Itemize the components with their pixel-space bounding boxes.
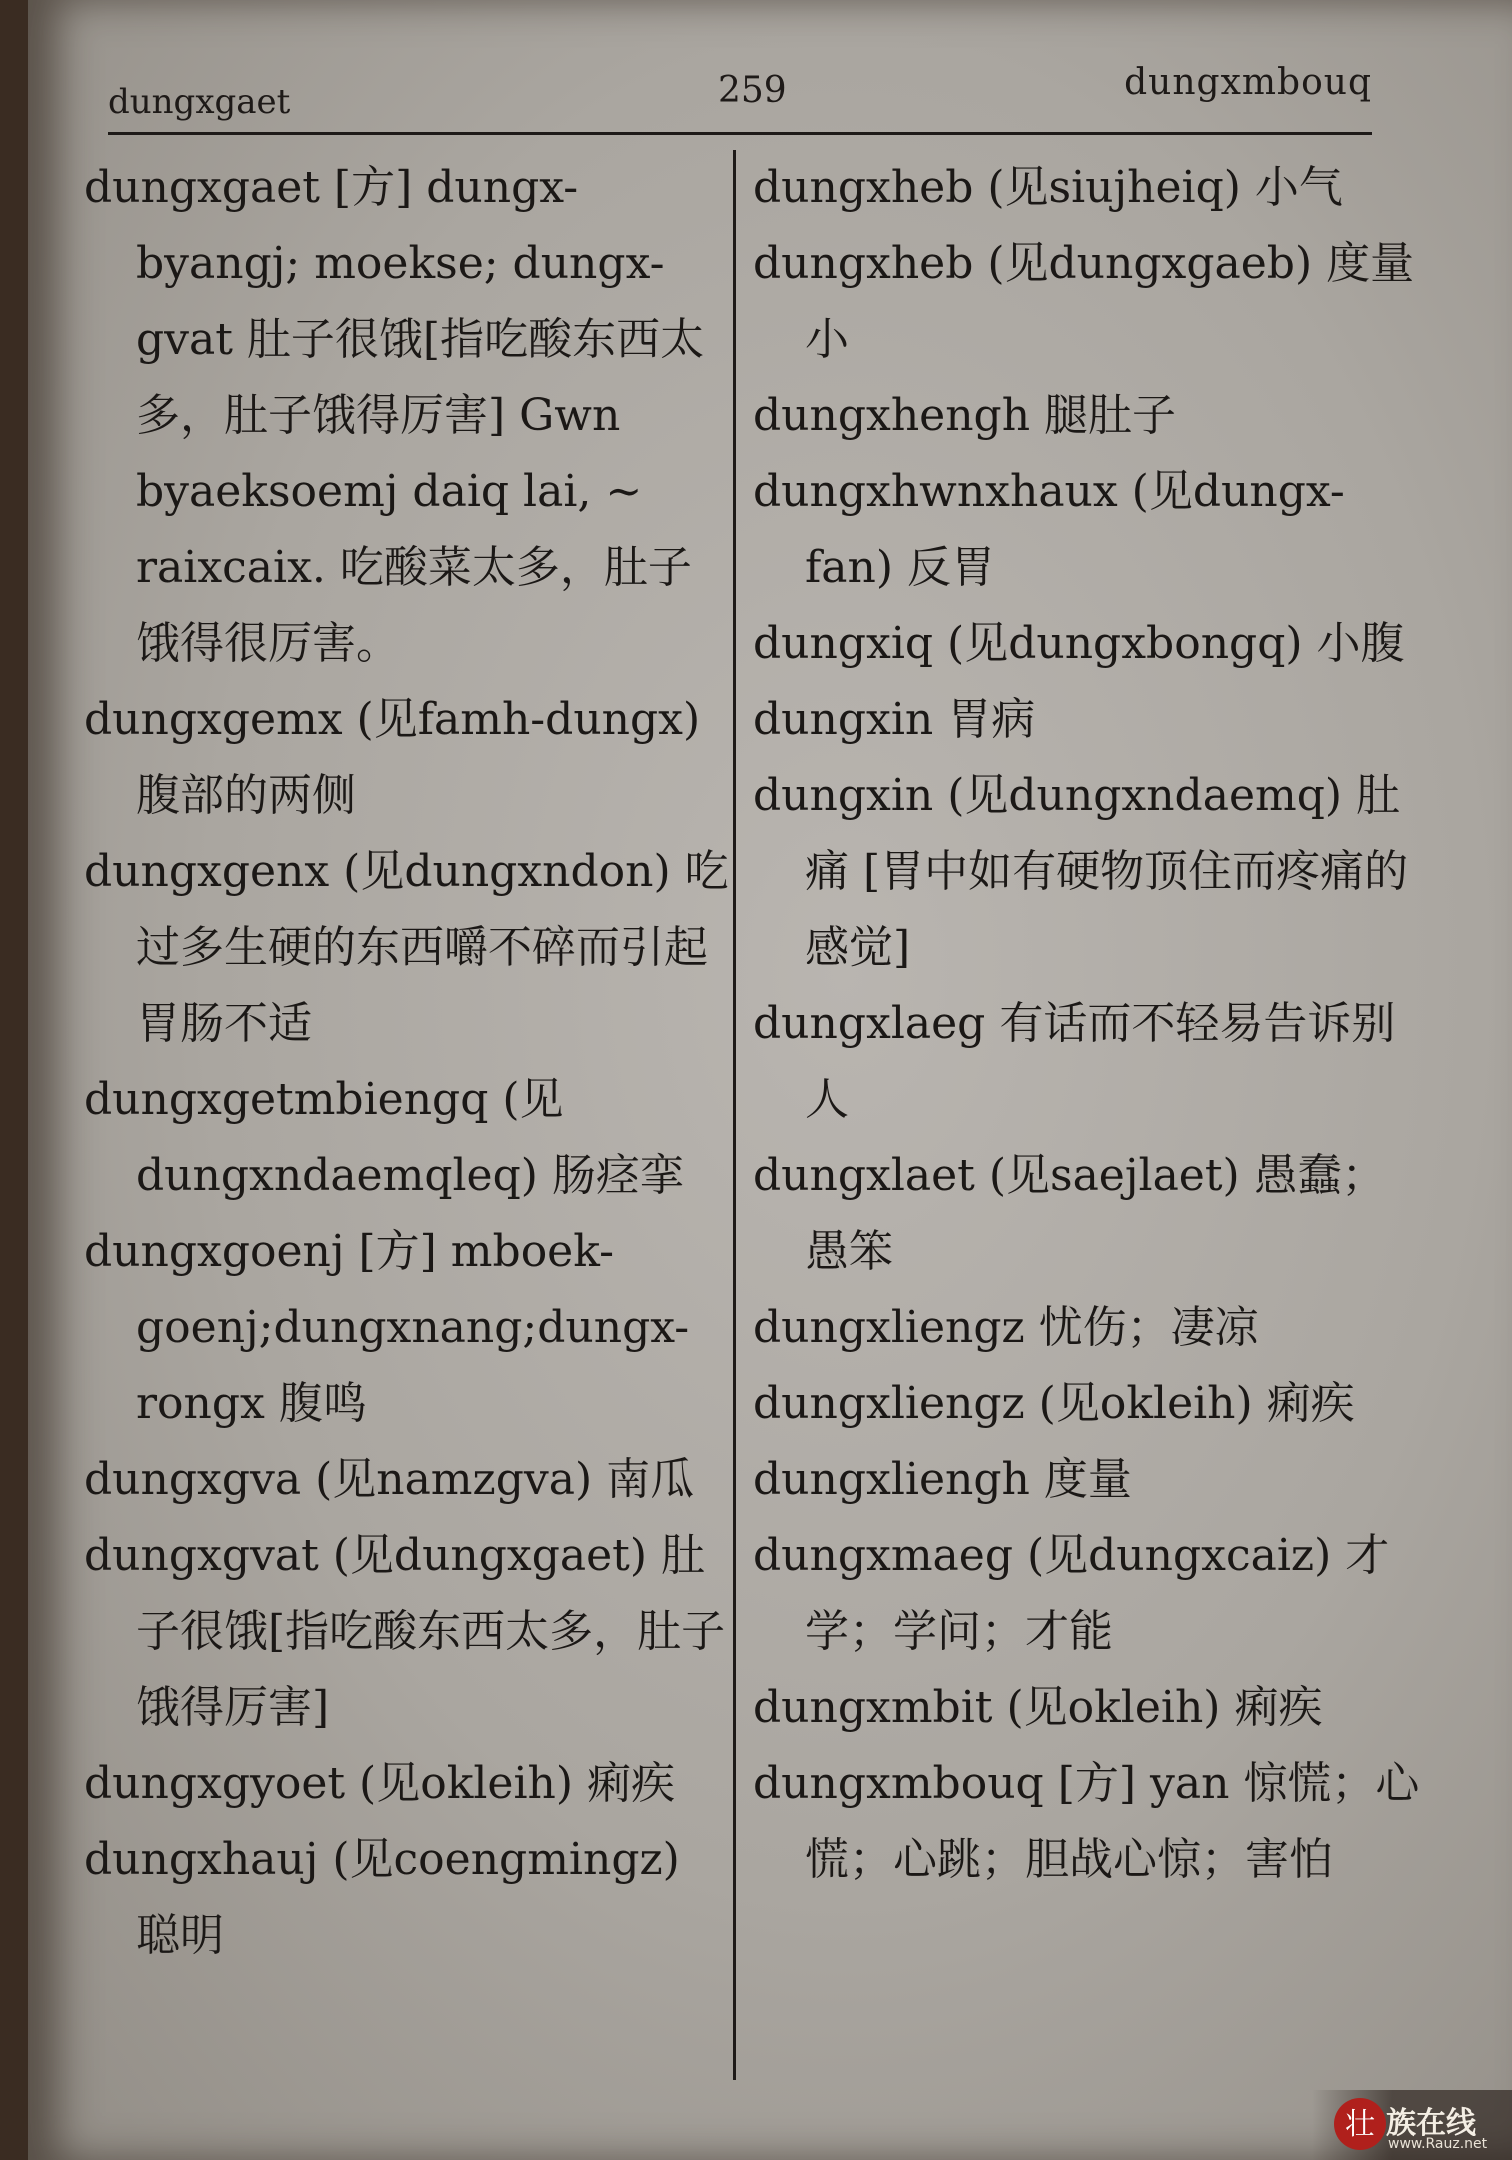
running-head-left: dungxgaet [108, 82, 291, 122]
watermark-title: 族在线 [1386, 2106, 1476, 2141]
dictionary-entry: dungxmbit (见okleih) 痢疾 [753, 1682, 1323, 1733]
watermark-url: www.Rauz.net [1388, 2136, 1488, 2152]
dictionary-entry: dungxliengz 忧伤；凄凉 [753, 1302, 1259, 1353]
dictionary-entry: dungxgvat (见dungxgaet) 肚子很饿[指吃酸东西太多，肚子饿得厉害] [84, 1530, 726, 1733]
dictionary-entry: dungxmbouq [方] yan 惊慌；心慌；心跳；胆战心惊；害怕 [753, 1758, 1420, 1885]
dictionary-entry: dungxgaet [方] dungx-byangj; moekse; dungx-gvat 肚子很饿[指吃酸东西太多，肚子饿得厉害] Gwn byaeksoemj daiq lai, ~ raixcaix. 吃酸菜太多，肚子饿得很厉害。 [84, 162, 705, 669]
right-column [753, 150, 1423, 1898]
dictionary-entry: dungxgva (见namzgva) 南瓜 [84, 1454, 695, 1505]
dictionary-entry: dungxgenx (见dungxndon) 吃过多生硬的东西嚼不碎而引起胃肠不适 [84, 846, 729, 1049]
dictionary-entry: dungxliengh 度量 [753, 1454, 1132, 1505]
dictionary-entry: dungxmaeg (见dungxcaiz) 才学；学问；才能 [753, 1530, 1390, 1657]
page-number: 259 [718, 70, 787, 111]
dictionary-entry: dungxin (见dungxndaemq) 肚痛 [胃中如有硬物顶住而疼痛的感觉] [753, 770, 1409, 973]
dictionary-entry: dungxgetmbiengq (见 dungxndaemqleq) 肠痉挛 [84, 1074, 684, 1201]
dictionary-entry: dungxgemx (见famh-dungx) 腹部的两侧 [84, 694, 701, 821]
site-watermark [1312, 2090, 1512, 2160]
dictionary-page [28, 0, 1512, 2160]
dictionary-entry: dungxlaet (见saejlaet) 愚蠢；愚笨 [753, 1150, 1386, 1277]
dictionary-entry: dungxlaeg 有话而不轻易告诉别人 [753, 998, 1396, 1125]
dictionary-entry: dungxhengh 腿肚子 [753, 390, 1177, 441]
site-logo-icon [1332, 2096, 1388, 2152]
dictionary-entry: dungxheb (见dungxgaeb) 度量小 [753, 238, 1415, 365]
left-column [84, 150, 734, 1974]
dictionary-entry: dungxgoenj [方] mboek-goenj;dungxnang;dungx-rongx 腹鸣 [84, 1226, 690, 1429]
dictionary-entry: dungxiq (见dungxbongq) 小腹 [753, 618, 1405, 669]
dictionary-entry: dungxhwnxhaux (见dungx-fan) 反胃 [753, 466, 1345, 593]
dictionary-entry: dungxliengz (见okleih) 痢疾 [753, 1378, 1355, 1429]
running-head-right: dungxmbouq [1124, 62, 1372, 103]
dictionary-entry: dungxheb (见siujheiq) 小气 [753, 162, 1343, 213]
dictionary-entry: dungxin 胃病 [753, 694, 1036, 745]
svg-text:壮: 壮 [1345, 2107, 1375, 2142]
running-head [108, 62, 1372, 135]
dictionary-entry: dungxhauj (见coengmingz) 聪明 [84, 1834, 680, 1961]
dictionary-entry: dungxgyoet (见okleih) 痢疾 [84, 1758, 676, 1809]
column-divider [733, 150, 736, 2080]
